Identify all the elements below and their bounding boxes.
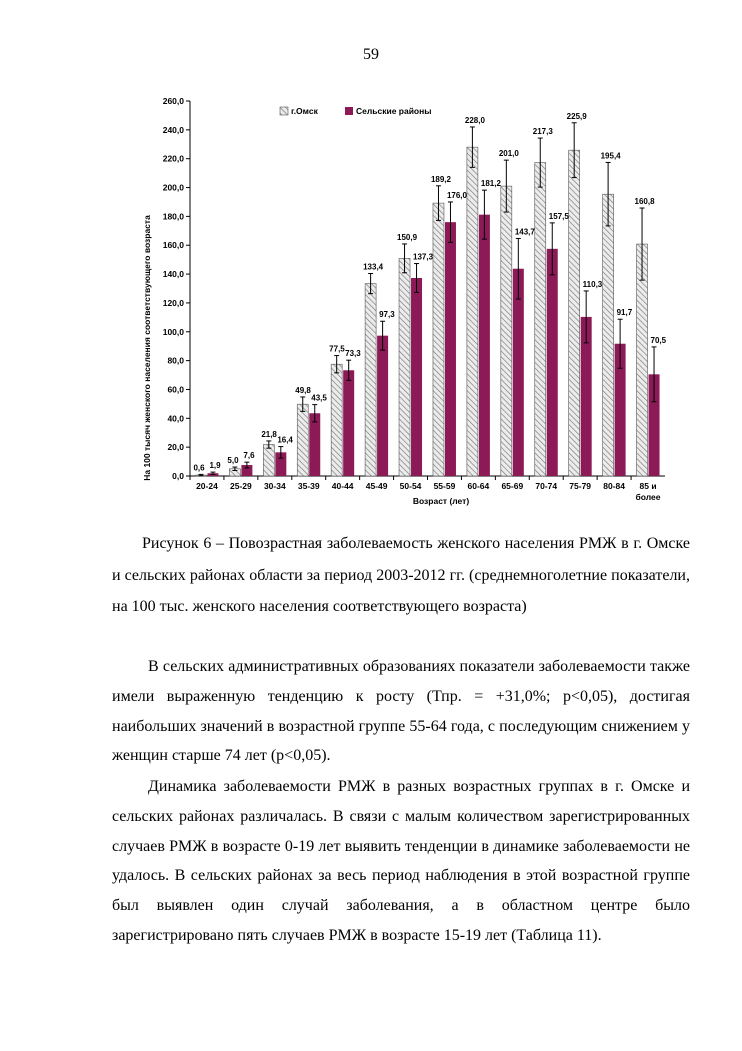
x-tick-label: 20-24 <box>196 481 218 491</box>
data-label-rural: 91,7 <box>616 308 633 318</box>
data-label-omsk: 217,3 <box>532 127 553 137</box>
x-tick-label: 65-69 <box>501 481 524 491</box>
data-label-omsk: 225,9 <box>566 111 587 121</box>
data-label-omsk: 189,2 <box>430 174 451 184</box>
bar-rural <box>445 222 456 476</box>
data-label-rural: 16,4 <box>277 435 293 445</box>
y-tick-label: 0,0 <box>172 471 184 481</box>
y-tick-label: 60,0 <box>167 384 184 395</box>
data-label-rural: 1,9 <box>209 461 221 471</box>
data-label-rural: 73,3 <box>345 349 361 359</box>
y-tick-label: 140,0 <box>162 269 184 280</box>
x-tick-label: 35-39 <box>297 481 320 491</box>
data-label-omsk: 201,0 <box>498 149 519 159</box>
data-label-rural: 143,7 <box>514 227 535 237</box>
bar-omsk <box>467 147 478 476</box>
bar-omsk <box>433 203 444 476</box>
data-label-rural: 110,3 <box>582 279 603 289</box>
y-tick-label: 100,0 <box>162 326 184 337</box>
bar-omsk <box>603 194 614 476</box>
data-label-rural: 43,5 <box>311 393 327 403</box>
y-tick-label: 120,0 <box>162 297 184 308</box>
data-label-omsk: 0,6 <box>193 463 205 473</box>
x-tick-label: 30-34 <box>263 481 286 491</box>
bar-omsk <box>569 150 580 476</box>
data-label-rural: 97,3 <box>379 310 395 320</box>
data-label-omsk: 77,5 <box>329 344 345 354</box>
bar-omsk <box>399 258 410 476</box>
x-tick-label: 45-49 <box>365 481 388 491</box>
x-tick-label: 75-79 <box>569 481 592 491</box>
bar-omsk <box>263 445 274 476</box>
bar-rural <box>479 215 490 476</box>
y-tick-label: 40,0 <box>167 413 184 424</box>
x-tick-label: 55-59 <box>433 481 456 491</box>
y-tick-label: 180,0 <box>162 211 184 222</box>
bar-rural <box>513 269 524 476</box>
legend-swatch-omsk <box>280 107 288 115</box>
data-label-omsk: 160,8 <box>634 197 655 207</box>
legend-swatch-rural <box>345 107 353 115</box>
y-axis-label: На 100 тысяч женского населения соответствующего возраста <box>142 215 152 481</box>
paragraph-2: Динамика заболеваемости РМЖ в разных возрастных группах в г. Омске и сельских районах различалась. В связи с малым количеством зарегистрированных случаев РМЖ в возрасте 0-19 лет выявить тенденции в динамике заболеваемости не удалось. В сельских районах за весь период наблюдения в этой возрастной группе был выявлен один случай заболевания, а в областном центре было зарегистрировано пять случаев РМЖ в возрасте 15-19 лет (Таблица 11). <box>112 778 690 944</box>
x-tick-label: 85 и <box>639 481 657 491</box>
y-tick-label: 20,0 <box>167 442 184 453</box>
data-label-omsk: 133,4 <box>363 262 384 272</box>
bar-rural <box>309 413 320 476</box>
x-tick-label: 25-29 <box>230 481 252 491</box>
page-number: 59 <box>363 46 379 63</box>
bar-omsk <box>365 284 376 476</box>
data-label-omsk: 228,0 <box>464 115 485 125</box>
data-label-omsk: 195,4 <box>600 151 621 161</box>
bar-rural <box>547 249 558 476</box>
y-tick-label: 220,0 <box>162 153 184 164</box>
bar-omsk <box>297 404 308 476</box>
x-tick-label: более <box>635 492 661 502</box>
bar-rural <box>377 336 388 476</box>
y-tick-label: 260,0 <box>162 96 184 106</box>
data-label-omsk: 5,0 <box>227 456 239 466</box>
x-tick-label: 80-84 <box>603 481 625 491</box>
legend <box>280 106 432 116</box>
x-tick-label: 60-64 <box>467 481 490 491</box>
data-label-rural: 7,6 <box>243 451 255 461</box>
data-label-rural: 181,2 <box>480 179 501 189</box>
data-label-rural: 157,5 <box>548 211 569 221</box>
data-label-omsk: 21,8 <box>261 429 277 439</box>
data-label-rural: 70,5 <box>650 335 667 345</box>
data-label-rural: 176,0 <box>446 190 467 200</box>
data-label-omsk: 49,8 <box>295 385 311 395</box>
paragraph-1: В сельских административных образованиях показатели заболеваемости также имели выраженную тенденцию к росту (Тпр. = +31,0%; p<0,05), достигая наибольших значений в возрастной группе 55-64 года, с последующим снижением у женщин старше 74 лет (p<0,05). <box>112 658 690 765</box>
y-tick-label: 240,0 <box>162 124 184 135</box>
bar-rural <box>343 370 354 476</box>
x-tick-label: 50-54 <box>399 481 422 491</box>
legend-label-rural: Сельские районы <box>356 106 432 116</box>
y-tick-label: 80,0 <box>167 355 184 366</box>
bar-omsk <box>331 364 342 476</box>
bar-rural <box>411 278 422 476</box>
y-tick-label: 160,0 <box>162 240 184 251</box>
incidence-bar-chart <box>130 88 670 518</box>
data-label-omsk: 150,9 <box>397 232 418 242</box>
x-tick-label: 40-44 <box>331 481 354 491</box>
bar-omsk <box>501 186 512 476</box>
bar-omsk <box>535 163 546 476</box>
y-tick-label: 200,0 <box>162 182 184 193</box>
data-label-rural: 137,3 <box>413 252 434 262</box>
x-axis-label: Возраст (лет) <box>412 496 470 506</box>
figure-caption: Рисунок 6 – Повозрастная заболеваемость женского населения РМЖ в г. Омске и сельских районах области за период 2003-2012 гг. (среднемноголетние показатели, на 100 тыс. женского населения соответствующего возраста) <box>112 535 690 615</box>
x-tick-label: 70-74 <box>535 481 558 491</box>
legend-label-omsk: г.Омск <box>291 106 318 116</box>
